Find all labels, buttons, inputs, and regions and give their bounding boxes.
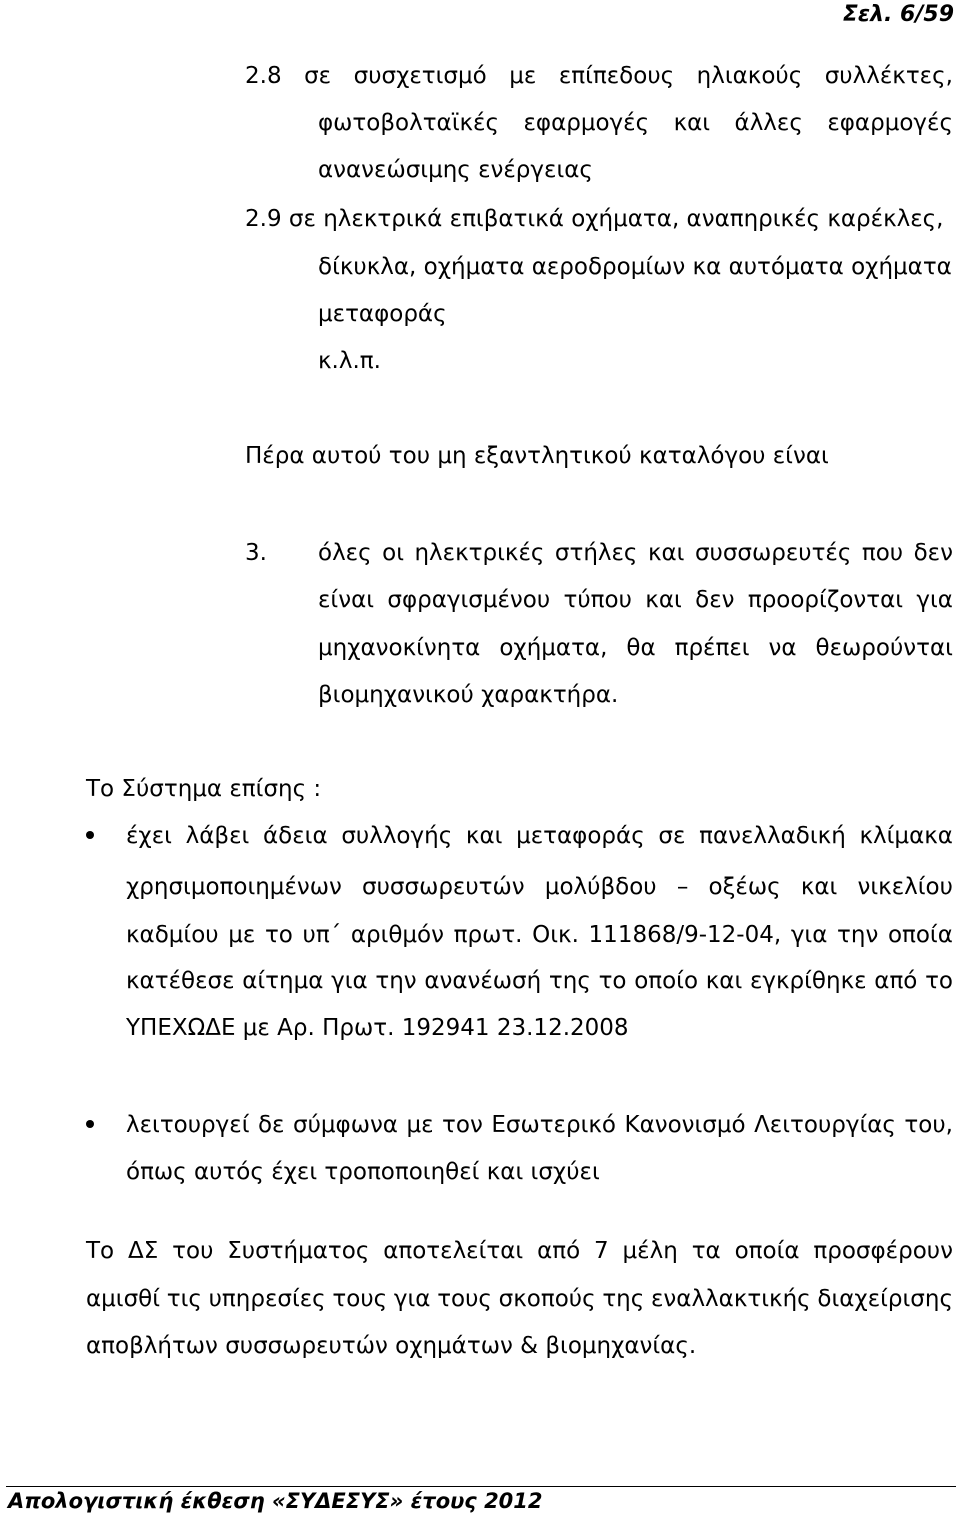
item-2-8-line-1-word: συλλέκτες, <box>824 63 953 89</box>
final-paragraph-line-1-word: τα <box>691 1238 721 1264</box>
bullet-1-line-5: ΥΠΕΧΩΔΕ με Αρ. Πρωτ. 192941 23.12.2008 <box>126 1015 629 1041</box>
bullet-1-line-3-word: την <box>837 922 879 948</box>
bullet-1-line-3 <box>126 920 953 950</box>
item-2-8-line-1-word: ηλιακούς <box>696 63 803 89</box>
item-3-line-2-word: είναι <box>318 587 375 613</box>
final-paragraph-line-2-word: τις <box>166 1286 202 1312</box>
item-2-9-line-4: κ.λ.π. <box>318 348 381 374</box>
bullet-1-line-2-word: νικελίου <box>857 874 953 900</box>
bullet-1-line-4-word: αίτημα <box>242 968 324 994</box>
bullet-2-line-1-word: με <box>406 1112 434 1138</box>
item-3-line-1-word: οι <box>382 540 404 566</box>
item-3-line-1-word: και <box>647 540 685 566</box>
final-paragraph-line-1-word: προσφέρουν <box>813 1238 953 1264</box>
bullet-1-line-3-word: καδμίου <box>126 922 219 948</box>
final-paragraph-line-2-word: για <box>393 1286 431 1312</box>
bullet-1-line-1 <box>126 821 953 851</box>
final-paragraph-line-2-word: της <box>602 1286 645 1312</box>
bullet-2-dot <box>86 1120 94 1128</box>
item-3-line-2-word: τύπου <box>563 587 632 613</box>
item-2-8-line-2-word: εφαρμογές <box>523 110 650 136</box>
bullet-1-line-4-word: από <box>874 968 918 994</box>
bullet-1-line-2 <box>126 872 953 902</box>
final-paragraph-line-1-word: 7 <box>594 1238 609 1264</box>
final-paragraph-line-2-word: διαχείρισης <box>817 1286 953 1312</box>
bullet-1-line-4-word: εγκρίθηκε <box>749 968 867 994</box>
item-3-line-2-word: προορίζονται <box>747 587 904 613</box>
item-2-8-line-1-word: 2.8 <box>245 63 282 89</box>
item-2-9-line-2: δίκυκλα, οχήματα αεροδρομίων κα αυτόματα οχήματα <box>318 254 952 280</box>
bullet-2-line-1-word: του, <box>904 1112 953 1138</box>
item-3-line-3-word: οχήματα, <box>499 635 608 661</box>
bullet-1-line-3-word: αριθμόν <box>350 922 444 948</box>
bullet-1-line-1-word: πανελλαδική <box>699 823 846 849</box>
item-3-line-1-word: δεν <box>913 540 953 566</box>
bullet-1-line-1-word: και <box>465 823 503 849</box>
item-3-line-1 <box>318 538 953 568</box>
item-2-8-line-2-word: και <box>673 110 711 136</box>
item-2-8-line-2-word: εφαρμογές <box>827 110 953 136</box>
final-paragraph-line-3: αποβλήτων συσσωρευτών οχημάτων & βιομηχανίας. <box>86 1333 697 1359</box>
bullet-1-line-1-word: έχει <box>126 823 172 849</box>
bullet-1-line-4-word: για <box>331 968 368 994</box>
bullet-1-line-2-word: – <box>676 874 689 900</box>
item-3-line-3-word: να <box>768 635 797 661</box>
item-3-line-2-word: για <box>916 587 953 613</box>
item-2-9-line-3: μεταφοράς <box>318 301 447 327</box>
item-3-line-1-word: συσσωρευτές <box>694 540 852 566</box>
bullet-2-line-1-word: δε <box>257 1112 285 1138</box>
item-3-line-1-word: στήλες <box>554 540 638 566</box>
item-2-8-line-1-word: συσχετισμό <box>353 63 487 89</box>
bullet-1-line-3-word: 111868/9-12-04, <box>588 922 782 948</box>
item-3-line-4: βιομηχανικού χαρακτήρα. <box>318 682 619 708</box>
final-paragraph-line-2-word: σκοπούς <box>498 1286 596 1312</box>
bullet-1-line-4 <box>126 966 953 996</box>
bullet-2-line-1-word: Κανονισμό <box>624 1112 746 1138</box>
final-paragraph-line-1-word: αποτελείται <box>383 1238 524 1264</box>
bullet-1-dot <box>86 831 94 839</box>
item-2-8-line-1-word: σε <box>304 63 332 89</box>
item-3-line-3-word: θεωρούνται <box>815 635 953 661</box>
bullet-1-line-4-word: και <box>705 968 743 994</box>
bullet-2-line-1 <box>126 1110 953 1140</box>
item-2-8-line-3: ανανεώσιμης ενέργειας <box>318 157 593 183</box>
item-3-line-2 <box>318 585 953 615</box>
final-paragraph-line-2-word: εναλλακτικής <box>651 1286 811 1312</box>
bullet-1-line-2-word: μολύβδου <box>544 874 657 900</box>
bullet-1-line-4-word: ανανέωσή <box>424 968 542 994</box>
bullet-1-line-4-word: το <box>925 968 953 994</box>
bullet-1-line-4-word: της <box>548 968 591 994</box>
final-paragraph-line-2-word: υπηρεσίες <box>208 1286 326 1312</box>
item-3-line-3-word: μηχανοκίνητα <box>318 635 481 661</box>
bullet-2-line-2: όπως αυτός έχει τροποποιηθεί και ισχύει <box>126 1159 600 1185</box>
footer-divider <box>6 1486 956 1487</box>
page-number: Σελ. 6/59 <box>842 2 954 27</box>
item-3-line-2-word: δεν <box>695 587 735 613</box>
final-paragraph-line-1-word: Συστήματος <box>227 1238 370 1264</box>
final-paragraph-line-2 <box>86 1284 953 1314</box>
item-2-8-line-2 <box>318 108 953 138</box>
final-paragraph-line-2-word: τους <box>437 1286 492 1312</box>
bullet-1-line-3-word: με <box>228 922 256 948</box>
item-3-line-1-word: που <box>861 540 904 566</box>
bullet-1-line-3-word: για <box>790 922 828 948</box>
bullet-1-line-3-word: Οικ. <box>532 922 579 948</box>
item-2-8-line-1 <box>245 61 953 91</box>
item-3-line-2-word: και <box>645 587 682 613</box>
bullet-2-line-1-word: σύμφωνα <box>293 1112 398 1138</box>
item-2-8-line-1-word: με <box>509 63 537 89</box>
bullet-1-line-2-word: χρησιμοποιημένων <box>126 874 342 900</box>
item-3-line-1-word: όλες <box>318 540 372 566</box>
final-paragraph-line-1-word: μέλη <box>622 1238 678 1264</box>
intro-text: Πέρα αυτού του μη εξαντλητικού καταλόγου είναι <box>245 443 829 469</box>
final-paragraph-line-1-word: ΔΣ <box>128 1238 159 1264</box>
final-paragraph-line-1-word: από <box>537 1238 581 1264</box>
bullet-1-line-1-word: κλίμακα <box>859 823 953 849</box>
final-paragraph-line-1-word: του <box>172 1238 214 1264</box>
final-paragraph-line-1-word: οποία <box>734 1238 800 1264</box>
bullet-1-line-4-word: κατέθεσε <box>126 968 235 994</box>
final-paragraph-line-2-word: τους <box>332 1286 388 1312</box>
final-paragraph-line-1-word: Το <box>86 1238 115 1264</box>
footer-text: Απολογιστική έκθεση «ΣΥΔΕΣΥΣ» έτους 2012 <box>8 1489 543 1513</box>
item-3-line-3-word: θα <box>626 635 656 661</box>
bullet-1-line-1-word: σε <box>658 823 686 849</box>
bullet-1-line-4-word: το <box>598 968 627 994</box>
bullet-1-line-2-word: συσσωρευτών <box>362 874 525 900</box>
bullet-1-line-2-word: οξέως <box>708 874 781 900</box>
item-2-9-line-1: 2.9 σε ηλεκτρικά επιβατικά οχήματα, αναπηρικές καρέκλες, <box>245 206 944 232</box>
bullet-1-line-1-word: άδεια <box>263 823 328 849</box>
bullet-1-line-1-word: μεταφοράς <box>516 823 645 849</box>
bullet-1-line-3-word: οποία <box>887 922 953 948</box>
bullet-1-line-4-word: οποίο <box>634 968 699 994</box>
final-paragraph-line-2-word: αμισθί <box>86 1286 161 1312</box>
item-2-8-line-1-word: επίπεδους <box>558 63 675 89</box>
item-2-8-line-2-word: φωτοβολταϊκές <box>318 110 499 136</box>
item-2-8-line-2-word: άλλες <box>734 110 803 136</box>
bullet-2-line-1-word: λειτουργεί <box>126 1112 250 1138</box>
item-3-line-1-word: ηλεκτρικές <box>414 540 545 566</box>
bullet-1-line-4-word: την <box>375 968 417 994</box>
bullet-2-line-1-word: Εσωτερικό <box>491 1112 616 1138</box>
item-3-line-3 <box>318 633 953 663</box>
bullet-1-line-3-word: υπ΄ <box>302 922 342 948</box>
bullet-2-line-1-word: τον <box>442 1112 483 1138</box>
bullet-1-line-2-word: και <box>800 874 838 900</box>
item-3-line-3-word: πρέπει <box>674 635 750 661</box>
item-3-line-2-word: σφραγισμένου <box>387 587 551 613</box>
item-3-number: 3. <box>245 540 267 566</box>
bullet-1-line-1-word: συλλογής <box>341 823 453 849</box>
bullet-1-line-3-word: το <box>264 922 293 948</box>
bullet-1-line-1-word: λάβει <box>185 823 250 849</box>
bullet-2-line-1-word: Λειτουργίας <box>754 1112 896 1138</box>
final-paragraph-line-1 <box>86 1236 953 1266</box>
bullet-1-line-3-word: πρωτ. <box>453 922 523 948</box>
system-heading: Το Σύστημα επίσης : <box>86 776 322 802</box>
